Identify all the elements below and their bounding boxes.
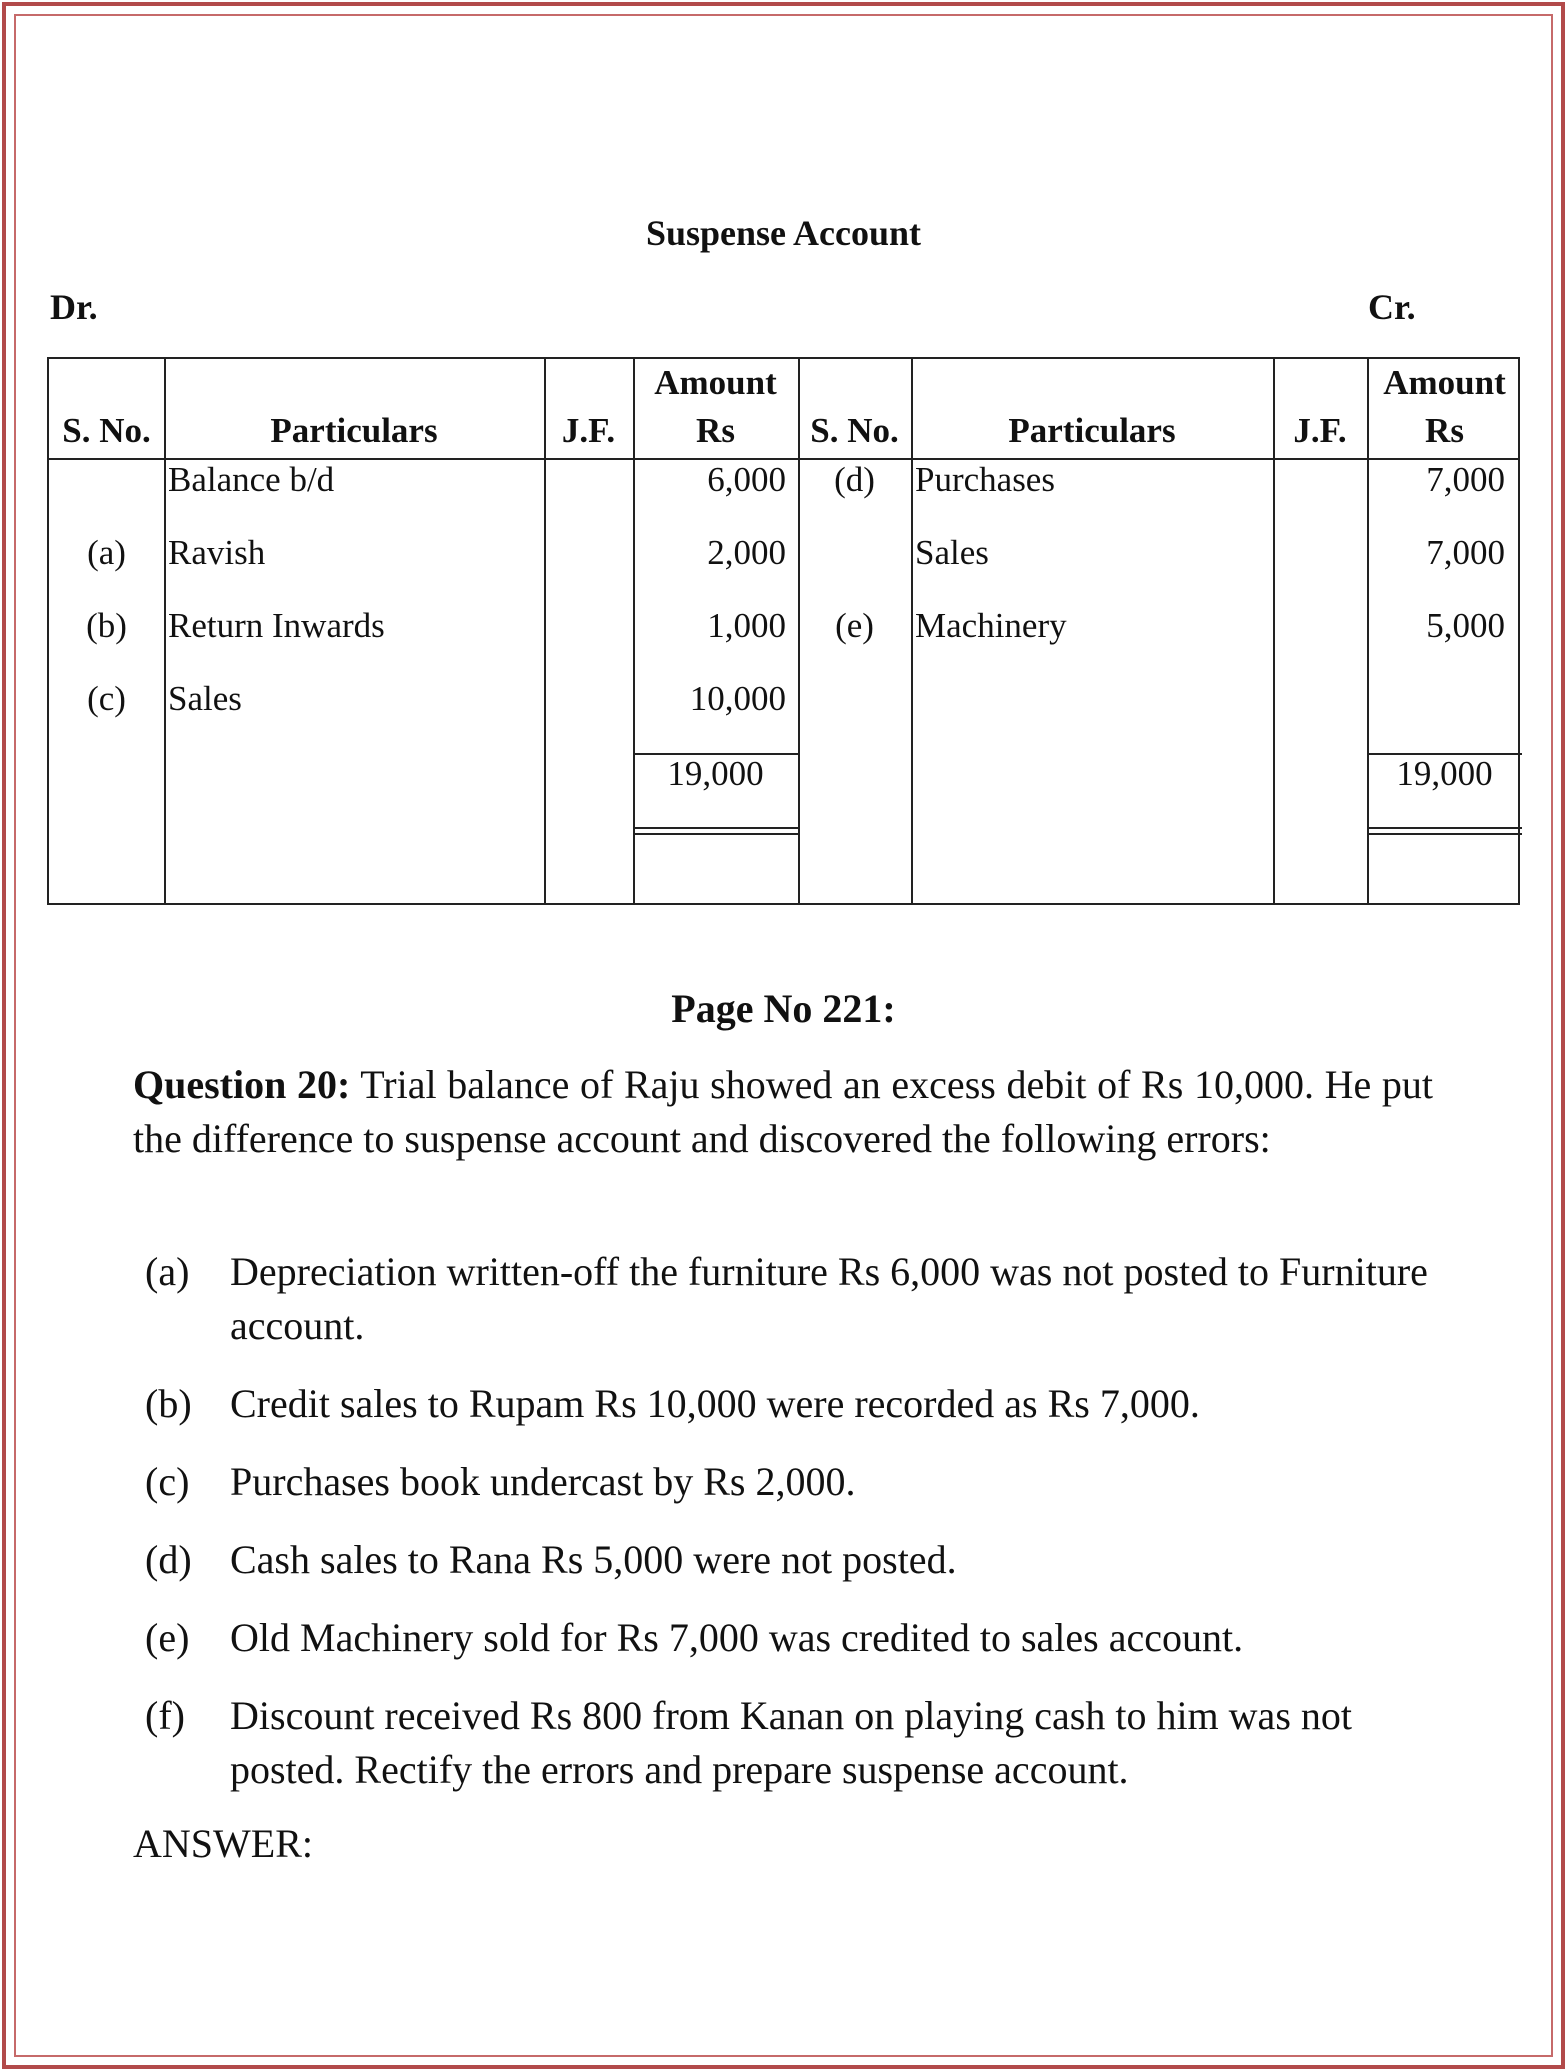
- credit-row-amount: 7,000: [1426, 533, 1505, 572]
- error-label: (f): [145, 1693, 185, 1738]
- debit-row-particulars: Return Inwards: [168, 606, 385, 645]
- error-label: (e): [145, 1615, 190, 1660]
- list-item: [145, 1245, 1435, 1353]
- debit-row-amount: 6,000: [707, 460, 786, 499]
- debit-label: Dr.: [50, 287, 98, 327]
- debit-row-amount: 1,000: [707, 606, 786, 645]
- debit-row-particulars: Sales: [168, 679, 242, 718]
- error-text: Purchases book undercast by Rs 2,000.: [230, 1459, 856, 1504]
- header-debit-particulars: Particulars: [270, 411, 438, 450]
- credit-row-particulars: Purchases: [915, 460, 1055, 499]
- header-credit-amount-unit: Rs: [1425, 411, 1464, 450]
- debit-row-particulars: Balance b/d: [168, 460, 335, 499]
- question-label: Question 20:: [133, 1062, 351, 1107]
- debit-row-sno: (b): [86, 606, 127, 645]
- error-text: Discount received Rs 800 from Kanan on playing cash to him was not posted. Rectify the errors and prepare suspense account.: [230, 1693, 1352, 1792]
- list-item: [145, 1689, 1435, 1797]
- credit-row-particulars: Machinery: [915, 606, 1067, 645]
- error-text: Depreciation written-off the furniture Rs 6,000 was not posted to Furniture account.: [230, 1249, 1428, 1348]
- credit-row-amount: 7,000: [1426, 460, 1505, 499]
- credit-row-sno: (d): [834, 460, 875, 499]
- credit-row-sno: (e): [835, 606, 874, 645]
- error-text: Credit sales to Rupam Rs 10,000 were recorded as Rs 7,000.: [230, 1381, 1200, 1426]
- list-item: [145, 1533, 1435, 1587]
- header-credit-jf: J.F.: [1293, 411, 1347, 450]
- error-label: (b): [145, 1381, 192, 1426]
- error-list: [145, 1245, 1435, 1821]
- error-text: Old Machinery sold for Rs 7,000 was credited to sales account.: [230, 1615, 1244, 1660]
- debit-row-amount: 10,000: [689, 679, 786, 718]
- list-item: [145, 1455, 1435, 1509]
- debit-row-particulars: Ravish: [168, 533, 266, 572]
- header-debit-amount: Amount: [654, 363, 777, 402]
- answer-label: ANSWER:: [133, 1821, 313, 1866]
- credit-total-double-rule: [1367, 827, 1522, 829]
- debit-total-double-rule: [633, 827, 798, 829]
- header-credit-amount: Amount: [1383, 363, 1506, 402]
- list-item: [145, 1611, 1435, 1665]
- credit-row-particulars: Sales: [915, 533, 989, 572]
- question-text: [133, 1058, 1433, 1166]
- header-debit-sno: S. No.: [62, 411, 151, 450]
- debit-row-amount: 2,000: [707, 533, 786, 572]
- debit-row-sno: (a): [87, 533, 126, 572]
- error-label: (d): [145, 1537, 192, 1582]
- debit-total: 19,000: [667, 754, 764, 793]
- header-debit-jf: J.F.: [561, 411, 616, 450]
- error-text: Cash sales to Rana Rs 5,000 were not posted.: [230, 1537, 957, 1582]
- credit-label: Cr.: [1368, 287, 1416, 327]
- header-debit-amount-unit: Rs: [696, 411, 735, 450]
- error-label: (a): [145, 1249, 190, 1294]
- credit-total: 19,000: [1396, 754, 1493, 793]
- account-title: Suspense Account: [645, 213, 922, 253]
- header-credit-particulars: Particulars: [1008, 411, 1176, 450]
- suspense-ledger-table: [47, 357, 1520, 905]
- header-credit-sno: S. No.: [810, 411, 899, 450]
- list-item: [145, 1377, 1435, 1431]
- error-label: (c): [145, 1459, 190, 1504]
- page-number-heading: Page No 221:: [671, 986, 896, 1031]
- debit-row-sno: (c): [87, 679, 126, 718]
- credit-row-amount: 5,000: [1426, 606, 1505, 645]
- question-body: Trial balance of Raju showed an excess debit of Rs 10,000. He put the difference to suspense account and discovered the following errors:: [133, 1062, 1434, 1161]
